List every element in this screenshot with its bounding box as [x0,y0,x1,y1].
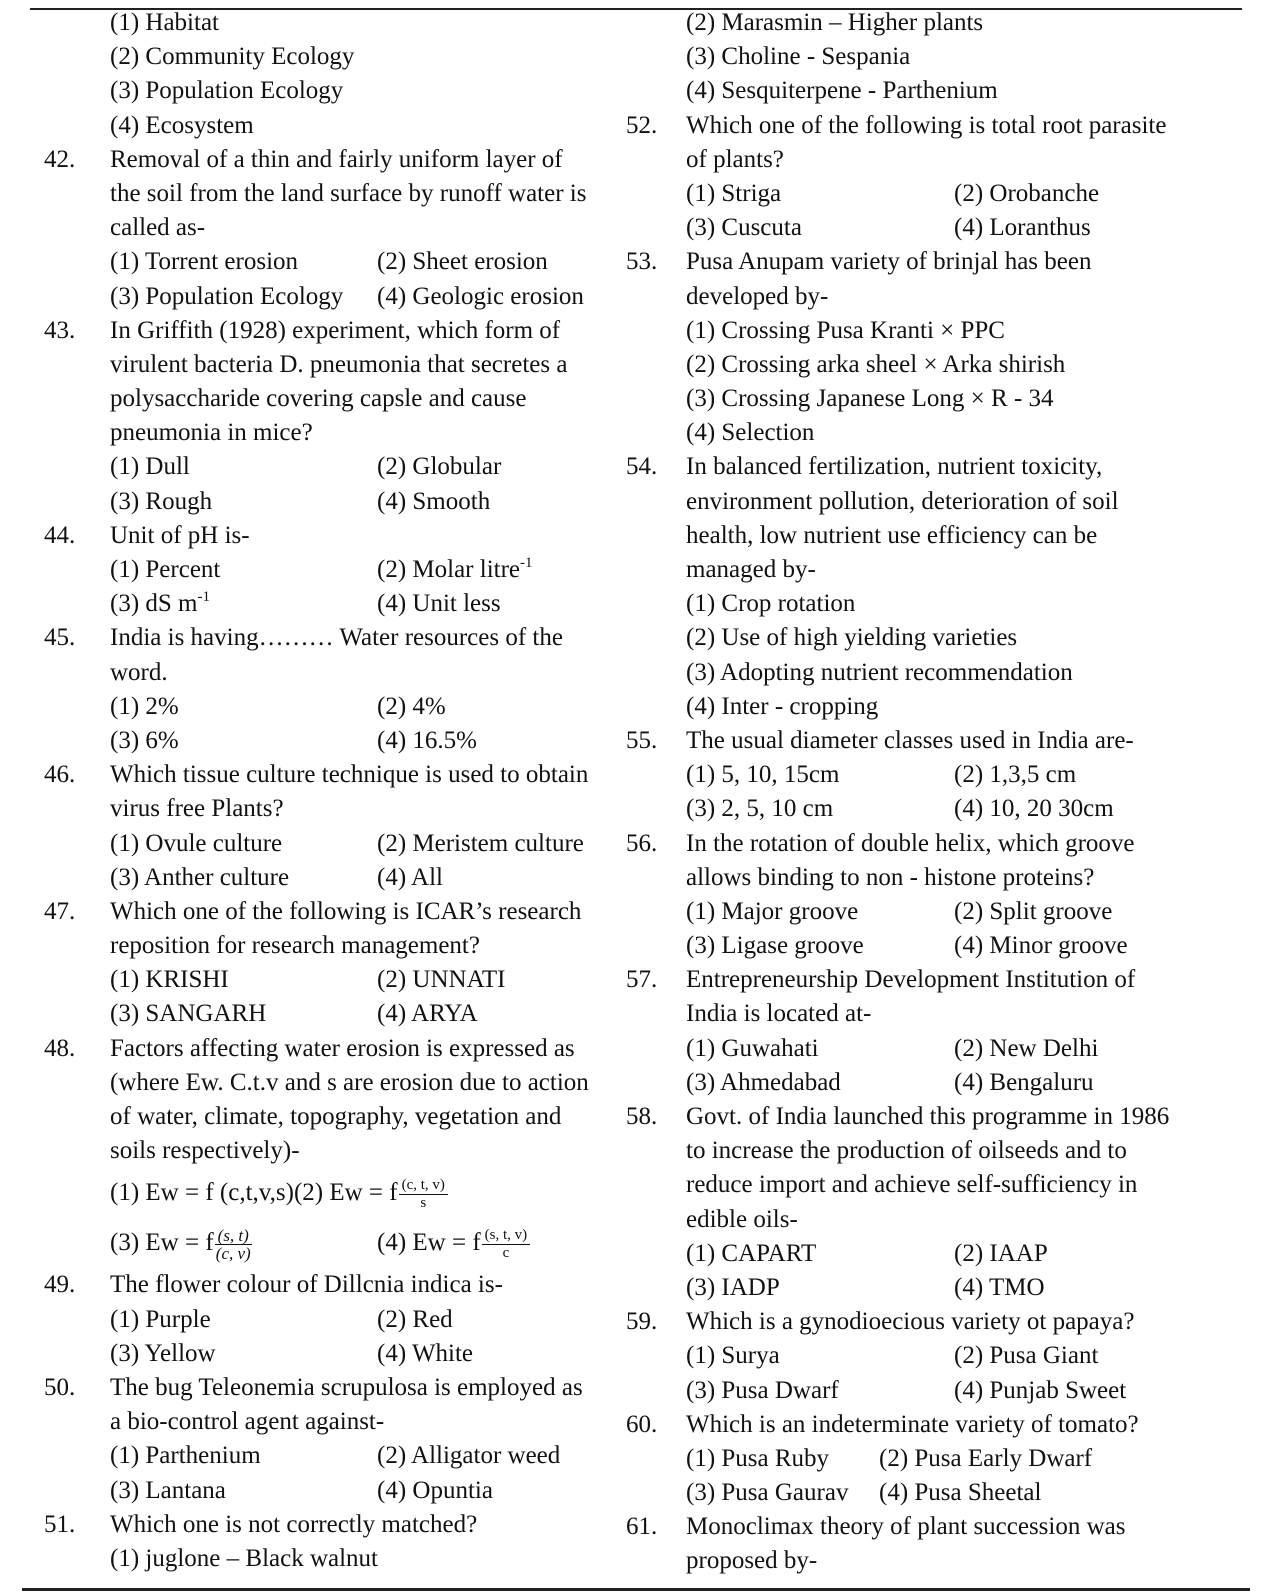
answer-option [626,6,1246,40]
option-text: (2) Meristem culture [377,829,584,857]
option-text: (1) Habitat [110,9,219,36]
option-text: (3) Population Ecology [110,77,344,105]
question-text: of plants? [686,145,784,173]
question-line [626,1510,1246,1544]
answer-option [44,6,614,40]
option-text-with-superscript [377,553,533,587]
answer-option-pair [626,1442,1246,1476]
question-text-continuation [44,929,614,963]
question-text-continuation [44,1134,614,1168]
option-text: (1) Pusa Ruby [686,1444,830,1472]
answer-option-pair [626,792,1246,826]
question-line [44,621,614,655]
option-text: (2) 4% [377,692,446,720]
question-text: Entrepreneurship Development Institution of [686,966,1136,994]
option-text: (1) 5, 10, 15cm [686,761,840,789]
right-column-lines [626,6,1246,1579]
answer-option-pair [44,1474,614,1508]
option-text: (2) Community Ecology [110,43,355,71]
question-text: virulent bacteria D. pneumonia that secretes a [110,350,568,378]
answer-option-pair [44,1337,614,1371]
question-number: 57. [626,966,658,994]
formula-option-3-numerator: (s, t) [215,1227,252,1245]
question-text-continuation [44,1066,614,1100]
question-line [626,963,1246,997]
option-text: (2) Molar litre [377,556,521,583]
option-text: (4) Punjab Sweet [954,1376,1127,1404]
option-text: (2) IAAP [954,1239,1048,1267]
question-line [44,1508,614,1542]
answer-option-pair [44,553,614,587]
option-text: (3) SANGARH [110,1000,267,1028]
formula-option-3-denominator: (c, v) [215,1244,251,1264]
formula-option-4-numerator: (s, t, v) [482,1227,531,1245]
question-line [626,109,1246,143]
question-line [626,1408,1246,1442]
answer-option-pair [626,1032,1246,1066]
question-number: 46. [44,761,76,789]
answer-option-pair [44,1303,614,1337]
question-text: India is having……… Water resources of the [110,624,563,652]
option-text: (1) juglone – Black walnut [110,1544,378,1572]
option-text: (2) New Delhi [954,1034,1099,1062]
option-text: (4) Unit less [377,590,501,618]
question-text: edible oils- [686,1205,798,1233]
question-text-continuation [626,1203,1246,1237]
option-text: (4) White [377,1339,474,1367]
left-column-tail [44,1268,614,1576]
answer-option-pair [626,1339,1246,1373]
question-line [626,1305,1246,1339]
answer-option-pair [626,758,1246,792]
option-text: (4) Bengaluru [954,1068,1094,1096]
question-number: 54. [626,453,658,481]
question-line [626,245,1246,279]
question-text: environment pollution, deterioration of soil [686,487,1119,515]
question-text-continuation [44,1405,614,1439]
question-text-continuation [626,280,1246,314]
question-text: Which is an indeterminate variety of tomato? [686,1410,1139,1438]
answer-option-pair [626,1237,1246,1271]
question-text-continuation [626,519,1246,553]
formula-option-4-prefix: (4) Ew = f [377,1229,481,1257]
option-text: (2) Pusa Early Dwarf [879,1444,1093,1472]
answer-option-pair [44,690,614,724]
question-text: The bug Teleonemia scrupulosa is employed as [110,1373,583,1401]
question-number: 51. [44,1510,76,1538]
question-number: 59. [626,1308,658,1336]
question-text-continuation [44,348,614,382]
answer-option-pair [626,895,1246,929]
option-text: (2) 1,3,5 cm [954,761,1077,789]
answer-option-pair [626,211,1246,245]
option-text: (2) Alligator weed [377,1442,561,1470]
question-text-continuation [44,656,614,690]
option-text: (2) Split groove [954,897,1113,925]
answer-option-pair [44,724,614,758]
option-text: (1) KRISHI [110,966,229,994]
question-text: reduce import and achieve self-sufficiency in [686,1171,1138,1199]
question-number: 47. [44,897,76,925]
question-number: 53. [626,248,658,276]
question-line [626,450,1246,484]
question-line [44,895,614,929]
option-text: (3) Ligase groove [686,932,864,960]
question-text: a bio-control agent against- [110,1408,385,1436]
option-text: (2) Red [377,1305,453,1333]
question-number: 58. [626,1103,658,1130]
question-line [44,143,614,177]
left-column-lines [44,6,614,1168]
answer-option [626,382,1246,416]
answer-option [44,40,614,74]
question-number: 42. [44,145,76,173]
question-number: 56. [626,829,658,857]
question-text: Factors affecting water erosion is expressed as [110,1034,575,1062]
option-text: (1) Surya [686,1342,780,1370]
answer-option [44,1542,614,1576]
answer-option-pair [44,280,614,314]
option-text: (3) IADP [686,1273,780,1301]
option-text: (3) Pusa Gaurav [686,1479,849,1507]
formula-option-2-numerator: (c, t, v) [399,1177,448,1195]
question-number: 48. [44,1034,76,1062]
option-text: (2) Pusa Giant [954,1342,1099,1370]
option-text: (1) Torrent erosion [110,248,299,276]
question-text: pneumonia in mice? [110,419,313,447]
option-text: (4) Pusa Sheetal [879,1479,1042,1507]
question-text-continuation [626,997,1246,1031]
question-text: (where Ew. C.t.v and s are erosion due to action [110,1068,589,1096]
option-text: (2) Marasmin – Higher plants [686,9,984,36]
superscript: -1 [520,555,533,571]
question-text: reposition for research management? [110,932,480,960]
option-text: (2) Crossing arka sheel × Arka shirish [686,350,1066,378]
formula-option-4-denominator: c [502,1245,510,1262]
answer-option [626,621,1246,655]
option-text: (1) Major groove [686,897,859,925]
option-text: (3) Lantana [110,1476,226,1504]
option-text: (4) Smooth [377,487,491,515]
option-text: (4) 10, 20 30cm [954,795,1114,823]
question-text-continuation [44,1100,614,1134]
formula-option-2-prefix: (2) Ew = f [293,1179,398,1207]
question-text: polysaccharide covering capsle and cause [110,385,527,413]
option-text: (3) Yellow [110,1339,216,1367]
option-text: (1) Guwahati [686,1034,819,1062]
answer-option-pair [44,963,614,997]
option-text: (1) Crossing Pusa Kranti × PPC [686,316,1005,344]
question-line [44,1032,614,1066]
formula-option-4-fraction [482,1227,531,1262]
answer-option-pair [626,1066,1246,1100]
formula-row-2 [44,1218,614,1268]
question-number: 44. [44,521,76,549]
question-text: word. [110,658,168,686]
option-text: (4) ARYA [377,1000,478,1028]
answer-option [44,109,614,143]
answer-option [626,40,1246,74]
question-number: 52. [626,111,658,139]
question-line [626,1100,1246,1134]
left-column [44,6,614,1576]
question-text: managed by- [686,556,816,583]
question-text: Govt. of India launched this programme in 1986 [686,1103,1170,1130]
question-text: The flower colour of Dillcnia indica is- [110,1271,503,1299]
option-text: (3) Anther culture [110,863,290,891]
answer-option [626,314,1246,348]
question-text: of water, climate, topography, vegetation and [110,1103,562,1130]
bottom-rule [22,1588,1250,1591]
formula-option-1 [110,1168,448,1218]
formula-option-1-text: (1) Ew = f (c,t,v,s) [110,1179,294,1207]
option-text: (4) Loranthus [954,214,1091,242]
option-text: (2) Sheet erosion [377,248,548,276]
question-text: Removal of a thin and fairly uniform layer of [110,145,563,173]
question-text-continuation [626,553,1246,587]
option-text: (3) Pusa Dwarf [686,1376,839,1404]
answer-option [626,74,1246,108]
question-text-continuation [626,1544,1246,1578]
option-text: (1) Parthenium [110,1442,261,1470]
question-text: soils respectively)- [110,1137,300,1165]
question-line [44,519,614,553]
question-line [626,724,1246,758]
answer-option [44,74,614,108]
question-text-continuation [44,211,614,245]
option-text: (2) Orobanche [954,179,1100,207]
question-text-continuation [44,382,614,416]
answer-option-pair [44,485,614,519]
question-text-continuation [626,861,1246,895]
answer-option [626,348,1246,382]
option-text: (3) 6% [110,726,179,754]
question-text: Monoclimax theory of plant succession was [686,1513,1126,1541]
question-line [44,758,614,792]
option-text: (3) dS m [110,590,198,618]
question-text-continuation [44,792,614,826]
option-text: (1) Striga [686,179,782,207]
option-text: (4) Ecosystem [110,111,254,139]
question-number: 60. [626,1410,658,1438]
formula-option-3 [110,1218,252,1268]
option-text: (3) Crossing Japanese Long × R - 34 [686,385,1054,413]
answer-option-pair [44,450,614,484]
question-text: India is located at- [686,1000,872,1028]
option-text: (4) All [377,863,443,891]
option-text: (3) Cuscuta [686,214,802,242]
option-text: (4) Opuntia [377,1476,493,1504]
option-text: (1) 2% [110,692,179,720]
option-text: (3) Adopting nutrient recommendation [686,658,1073,686]
answer-option-pair [44,1439,614,1473]
question-number: 50. [44,1373,76,1401]
question-text: the soil from the land surface by runoff water is [110,179,587,207]
option-text: (3) 2, 5, 10 cm [686,795,834,823]
question-text-continuation [44,177,614,211]
answer-option [626,587,1246,621]
answer-option-pair [626,1374,1246,1408]
option-text: (2) UNNATI [377,966,506,994]
option-text: (1) Percent [110,556,221,583]
option-text: (2) Globular [377,453,502,481]
question-number: 55. [626,726,658,754]
answer-option [626,416,1246,450]
question-text: allows binding to non - histone proteins? [686,863,1095,891]
answer-option-pair [44,861,614,895]
answer-option [626,656,1246,690]
question-text: Which one of the following is total root parasite [686,111,1167,139]
formula-option-2-fraction [399,1177,448,1212]
option-text: (1) Ovule culture [110,829,283,857]
question-text: Which is a gynodioecious variety ot papaya? [686,1308,1135,1336]
question-text: In Griffith (1928) experiment, which form of [110,316,561,344]
question-text-continuation [626,143,1246,177]
option-text: (3) Choline - Sespania [686,43,911,71]
answer-option-pair [44,997,614,1031]
question-text: Pusa Anupam variety of brinjal has been [686,248,1092,276]
question-text-continuation [44,416,614,450]
question-text: In the rotation of double helix, which groove [686,829,1135,857]
question-text: to increase the production of oilseeds and to [686,1137,1127,1165]
option-text: (3) Rough [110,487,213,515]
question-number: 49. [44,1271,76,1299]
right-column [626,6,1246,1579]
question-line [44,314,614,348]
option-text: (3) Population Ecology [110,282,344,310]
question-text: Which tissue culture technique is used to obtain [110,761,589,789]
question-text-continuation [626,1168,1246,1202]
superscript: -1 [197,589,210,606]
option-text: (4) Selection [686,419,815,447]
option-text: (4) Geologic erosion [377,282,584,310]
question-line [44,1371,614,1405]
option-text: (1) Purple [110,1305,211,1333]
answer-option-pair [626,1271,1246,1305]
question-text: proposed by- [686,1547,818,1575]
option-text: (1) Dull [110,453,190,481]
formula-option-4 [377,1218,530,1268]
option-text: (4) 16.5% [377,726,477,754]
option-text-with-superscript [110,587,210,621]
option-text: (4) Minor groove [954,932,1128,960]
option-text: (3) Ahmedabad [686,1068,841,1096]
question-text: In balanced fertilization, nutrient toxicity, [686,453,1103,481]
question-number: 61. [626,1513,658,1541]
question-line [44,1268,614,1302]
answer-option-pair [44,587,614,621]
formula-option-3-prefix: (3) Ew = f [110,1229,214,1257]
answer-option-pair [44,245,614,279]
question-line [626,827,1246,861]
formula-option-3-fraction [215,1227,252,1262]
formula-option-2-denominator: s [420,1195,427,1212]
option-text: (4) Inter - cropping [686,692,879,720]
question-number: 43. [44,316,76,344]
answer-option-pair [626,1476,1246,1510]
option-text: (1) CAPART [686,1239,817,1267]
answer-option [626,690,1246,724]
question-number: 45. [44,624,76,652]
question-text: called as- [110,214,206,242]
option-text: (2) Use of high yielding varieties [686,624,1018,652]
question-text: Which one of the following is ICAR’s research [110,897,582,925]
question-text: The usual diameter classes used in India are- [686,726,1134,754]
formula-row-1 [44,1168,614,1218]
option-text: (1) Crop rotation [686,590,856,618]
question-text: virus free Plants? [110,795,284,823]
answer-option-pair [626,929,1246,963]
option-text: (4) Sesquiterpene - Parthenium [686,77,998,105]
question-text: Unit of pH is- [110,521,250,549]
option-text: (4) TMO [954,1273,1045,1301]
question-text: Which one is not correctly matched? [110,1510,478,1538]
question-text-continuation [626,485,1246,519]
answer-option-pair [626,177,1246,211]
question-text: developed by- [686,282,829,310]
answer-option-pair [44,827,614,861]
question-text: health, low nutrient use efficiency can be [686,521,1098,549]
question-text-continuation [626,1134,1246,1168]
